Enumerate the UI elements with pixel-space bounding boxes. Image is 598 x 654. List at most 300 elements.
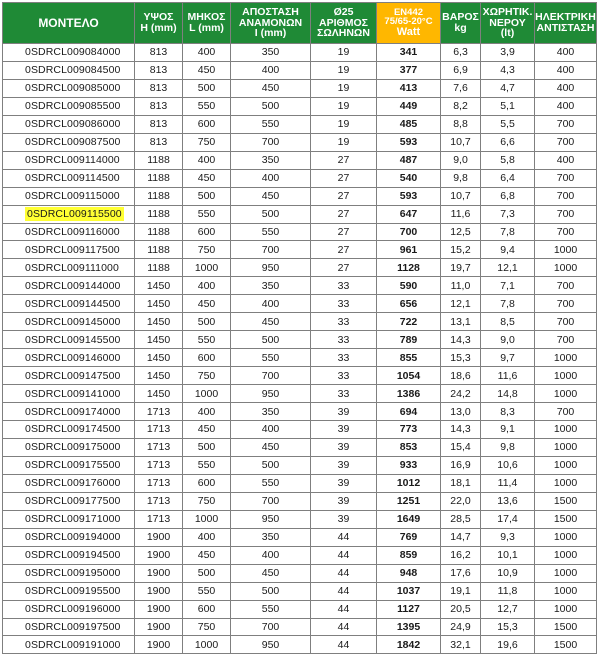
- cell-water: 4,7: [481, 79, 535, 97]
- cell-height: 1450: [135, 277, 183, 295]
- cell-watt: 590: [377, 277, 441, 295]
- cell-length: 500: [183, 313, 231, 331]
- cell-resistance: 1500: [535, 510, 597, 528]
- table-row: [3, 187, 597, 205]
- cell-watt: 694: [377, 403, 441, 421]
- cell-length: 550: [183, 582, 231, 600]
- header-watt-line2: 75/65-20°C: [384, 16, 433, 28]
- header-connection-distance: [231, 3, 311, 44]
- cell-weight: 19,7: [441, 259, 481, 277]
- cell-length: 400: [183, 277, 231, 295]
- cell-water: 9,8: [481, 438, 535, 456]
- cell-length: 400: [183, 44, 231, 62]
- cell-height: 1713: [135, 492, 183, 510]
- header-length-line1: ΜΗΚΟΣ: [187, 11, 226, 24]
- cell-weight: 16,9: [441, 456, 481, 474]
- cell-water: 9,7: [481, 349, 535, 367]
- header-weight-line1: ΒΑΡΟΣ: [442, 11, 479, 24]
- model-code: 0SDRCL009114500: [25, 172, 120, 185]
- cell-model: [3, 385, 135, 403]
- model-code: 0SDRCL009145000: [25, 315, 121, 328]
- table-row: [3, 97, 597, 115]
- cell-weight: 18,6: [441, 367, 481, 385]
- table-row: [3, 492, 597, 510]
- table-row: [3, 223, 597, 241]
- cell-height: 1900: [135, 546, 183, 564]
- cell-tubes: 27: [311, 169, 377, 187]
- header-height: [135, 3, 183, 44]
- cell-model: [3, 546, 135, 564]
- header-water-line1: ΧΩΡΗΤΙΚ.: [482, 5, 533, 18]
- model-code: 0SDRCL009111000: [25, 261, 119, 274]
- model-code: 0SDRCL009196000: [25, 603, 121, 616]
- cell-weight: 17,6: [441, 564, 481, 582]
- table-row: [3, 367, 597, 385]
- cell-model: [3, 331, 135, 349]
- cell-resistance: 1000: [535, 259, 597, 277]
- cell-watt: 1054: [377, 367, 441, 385]
- cell-weight: 14,3: [441, 331, 481, 349]
- cell-water: 19,6: [481, 636, 535, 654]
- cell-weight: 11,0: [441, 277, 481, 295]
- model-code: 0SDRCL009174500: [25, 423, 121, 436]
- cell-resistance: 1000: [535, 349, 597, 367]
- model-code: 0SDRCL009117500: [25, 243, 120, 256]
- cell-height: 1713: [135, 456, 183, 474]
- table-row: [3, 438, 597, 456]
- cell-tubes: 33: [311, 349, 377, 367]
- cell-resistance: 1500: [535, 636, 597, 654]
- cell-watt: 789: [377, 331, 441, 349]
- table-row: [3, 385, 597, 403]
- cell-water: 17,4: [481, 510, 535, 528]
- cell-distance: 550: [231, 115, 311, 133]
- cell-height: 813: [135, 44, 183, 62]
- cell-model: [3, 133, 135, 151]
- cell-resistance: 400: [535, 79, 597, 97]
- cell-distance: 550: [231, 474, 311, 492]
- model-code: 0SDRCL009085500: [25, 100, 121, 113]
- cell-resistance: 700: [535, 223, 597, 241]
- cell-resistance: 700: [535, 133, 597, 151]
- cell-tubes: 27: [311, 241, 377, 259]
- table-body: [3, 44, 597, 654]
- cell-tubes: 39: [311, 438, 377, 456]
- cell-tubes: 33: [311, 385, 377, 403]
- cell-length: 550: [183, 205, 231, 223]
- cell-watt: 1842: [377, 636, 441, 654]
- cell-resistance: 400: [535, 97, 597, 115]
- cell-model: [3, 223, 135, 241]
- cell-watt: 1127: [377, 600, 441, 618]
- cell-watt: 1037: [377, 582, 441, 600]
- cell-model: [3, 259, 135, 277]
- cell-water: 10,1: [481, 546, 535, 564]
- model-code: 0SDRCL009195500: [25, 585, 121, 598]
- cell-weight: 12,1: [441, 295, 481, 313]
- cell-water: 9,3: [481, 528, 535, 546]
- cell-resistance: 1000: [535, 241, 597, 259]
- cell-water: 10,6: [481, 456, 535, 474]
- cell-watt: 656: [377, 295, 441, 313]
- cell-model: [3, 600, 135, 618]
- model-code: 0SDRCL009087500: [25, 136, 121, 149]
- cell-water: 12,1: [481, 259, 535, 277]
- cell-resistance: 700: [535, 169, 597, 187]
- header-row: [3, 3, 597, 44]
- cell-model: [3, 205, 135, 223]
- cell-resistance: 700: [535, 331, 597, 349]
- cell-length: 500: [183, 187, 231, 205]
- cell-watt: 948: [377, 564, 441, 582]
- cell-tubes: 19: [311, 61, 377, 79]
- cell-water: 7,3: [481, 205, 535, 223]
- model-code: 0SDRCL009116000: [25, 226, 120, 238]
- cell-distance: 700: [231, 492, 311, 510]
- cell-distance: 350: [231, 403, 311, 421]
- cell-weight: 10,7: [441, 187, 481, 205]
- cell-resistance: 400: [535, 44, 597, 62]
- cell-weight: 14,3: [441, 421, 481, 439]
- cell-model: [3, 79, 135, 97]
- cell-length: 1000: [183, 385, 231, 403]
- cell-height: 1188: [135, 169, 183, 187]
- cell-tubes: 44: [311, 582, 377, 600]
- cell-water: 11,8: [481, 582, 535, 600]
- cell-resistance: 700: [535, 403, 597, 421]
- cell-distance: 500: [231, 331, 311, 349]
- cell-distance: 400: [231, 546, 311, 564]
- cell-length: 600: [183, 223, 231, 241]
- cell-weight: 32,1: [441, 636, 481, 654]
- header-distance-line1: ΑΠΟΣΤΑΣΗ: [242, 5, 299, 18]
- cell-distance: 400: [231, 295, 311, 313]
- cell-distance: 350: [231, 151, 311, 169]
- cell-water: 9,0: [481, 331, 535, 349]
- header-electric-resistance: [535, 3, 597, 44]
- cell-model: [3, 241, 135, 259]
- cell-tubes: 44: [311, 564, 377, 582]
- cell-watt: 722: [377, 313, 441, 331]
- cell-resistance: 1000: [535, 474, 597, 492]
- cell-height: 1713: [135, 510, 183, 528]
- table-row: [3, 582, 597, 600]
- cell-resistance: 700: [535, 205, 597, 223]
- cell-weight: 8,2: [441, 97, 481, 115]
- cell-length: 450: [183, 546, 231, 564]
- cell-distance: 500: [231, 582, 311, 600]
- cell-height: 1900: [135, 528, 183, 546]
- cell-water: 9,1: [481, 421, 535, 439]
- model-code: 0SDRCL009115000: [25, 190, 120, 203]
- cell-resistance: 700: [535, 115, 597, 133]
- cell-tubes: 39: [311, 492, 377, 510]
- model-code: 0SDRCL009194000: [25, 531, 121, 544]
- table-row: [3, 133, 597, 151]
- cell-resistance: 1000: [535, 546, 597, 564]
- cell-tubes: 19: [311, 79, 377, 97]
- header-tubes-line1: Ø25: [333, 5, 354, 18]
- cell-resistance: 700: [535, 277, 597, 295]
- cell-model: [3, 438, 135, 456]
- cell-height: 813: [135, 115, 183, 133]
- header-model-text: ΜΟΝΤΕΛΟ: [38, 15, 99, 30]
- spec-table-container: [2, 2, 596, 654]
- cell-height: 813: [135, 61, 183, 79]
- table-row: [3, 349, 597, 367]
- cell-model: [3, 421, 135, 439]
- cell-weight: 20,5: [441, 600, 481, 618]
- cell-length: 600: [183, 115, 231, 133]
- cell-distance: 700: [231, 618, 311, 636]
- model-code: 0SDRCL009144500: [25, 297, 121, 310]
- cell-distance: 700: [231, 367, 311, 385]
- cell-model: [3, 492, 135, 510]
- cell-watt: 1012: [377, 474, 441, 492]
- cell-height: 1713: [135, 421, 183, 439]
- cell-water: 12,7: [481, 600, 535, 618]
- cell-water: 11,6: [481, 367, 535, 385]
- cell-model: [3, 510, 135, 528]
- cell-watt: 853: [377, 438, 441, 456]
- header-weight-line2: kg: [454, 22, 467, 34]
- cell-weight: 24,9: [441, 618, 481, 636]
- cell-watt: 961: [377, 241, 441, 259]
- model-code: 0SDRCL009084000: [25, 46, 121, 59]
- cell-model: [3, 456, 135, 474]
- cell-distance: 400: [231, 169, 311, 187]
- header-weight: [441, 3, 481, 44]
- cell-model: [3, 187, 135, 205]
- model-code: 0SDRCL009141000: [25, 387, 121, 400]
- cell-length: 450: [183, 295, 231, 313]
- cell-tubes: 39: [311, 403, 377, 421]
- model-code: 0SDRCL009147500: [25, 369, 121, 382]
- table-row: [3, 313, 597, 331]
- model-code: 0SDRCL009114000: [25, 154, 120, 167]
- cell-weight: 19,1: [441, 582, 481, 600]
- cell-resistance: 1500: [535, 492, 597, 510]
- cell-water: 7,1: [481, 277, 535, 295]
- cell-resistance: 1500: [535, 618, 597, 636]
- cell-distance: 400: [231, 421, 311, 439]
- header-tubes-line2: ΑΡΙΘΜΟΣ: [319, 16, 368, 29]
- cell-weight: 22,0: [441, 492, 481, 510]
- cell-distance: 950: [231, 510, 311, 528]
- header-distance-line2: ΑΝΑΜΟΝΩΝ: [238, 16, 303, 29]
- cell-water: 4,3: [481, 61, 535, 79]
- cell-length: 450: [183, 421, 231, 439]
- header-resistance-line2: ΑΝΤΙΣΤΑΣΗ: [536, 22, 595, 34]
- cell-height: 1900: [135, 564, 183, 582]
- cell-water: 9,4: [481, 241, 535, 259]
- cell-height: 813: [135, 97, 183, 115]
- header-watt: [377, 3, 441, 44]
- cell-height: 1450: [135, 331, 183, 349]
- cell-resistance: 1000: [535, 456, 597, 474]
- cell-distance: 350: [231, 528, 311, 546]
- model-code: 0SDRCL009145500: [25, 333, 121, 346]
- cell-water: 5,8: [481, 151, 535, 169]
- cell-water: 14,8: [481, 385, 535, 403]
- cell-water: 8,3: [481, 403, 535, 421]
- cell-height: 1450: [135, 313, 183, 331]
- table-row: [3, 205, 597, 223]
- cell-length: 1000: [183, 510, 231, 528]
- cell-distance: 950: [231, 636, 311, 654]
- table-row: [3, 295, 597, 313]
- cell-length: 750: [183, 241, 231, 259]
- cell-water: 7,8: [481, 223, 535, 241]
- cell-tubes: 27: [311, 187, 377, 205]
- cell-weight: 15,3: [441, 349, 481, 367]
- cell-model: [3, 61, 135, 79]
- cell-distance: 450: [231, 438, 311, 456]
- cell-model: [3, 474, 135, 492]
- cell-model: [3, 582, 135, 600]
- cell-resistance: 1000: [535, 600, 597, 618]
- cell-distance: 950: [231, 385, 311, 403]
- table-row: [3, 259, 597, 277]
- cell-water: 11,4: [481, 474, 535, 492]
- model-code: 0SDRCL009195000: [25, 567, 121, 580]
- cell-weight: 6,9: [441, 61, 481, 79]
- table-row: [3, 456, 597, 474]
- table-row: [3, 169, 597, 187]
- cell-height: 1713: [135, 438, 183, 456]
- cell-weight: 10,7: [441, 133, 481, 151]
- cell-tubes: 44: [311, 600, 377, 618]
- cell-tubes: 44: [311, 546, 377, 564]
- cell-water: 6,4: [481, 169, 535, 187]
- cell-weight: 12,5: [441, 223, 481, 241]
- cell-distance: 500: [231, 205, 311, 223]
- cell-length: 750: [183, 133, 231, 151]
- cell-length: 1000: [183, 259, 231, 277]
- model-code: 0SDRCL009171000: [25, 513, 121, 526]
- model-code: 0SDRCL009175000: [25, 441, 121, 454]
- cell-model: [3, 403, 135, 421]
- header-length: [183, 3, 231, 44]
- cell-tubes: 19: [311, 97, 377, 115]
- model-code: 0SDRCL009115500: [27, 208, 122, 221]
- cell-model: [3, 349, 135, 367]
- table-row: [3, 510, 597, 528]
- cell-tubes: 27: [311, 151, 377, 169]
- table-row: [3, 600, 597, 618]
- cell-tubes: 27: [311, 259, 377, 277]
- cell-tubes: 33: [311, 313, 377, 331]
- cell-watt: 1251: [377, 492, 441, 510]
- cell-watt: 769: [377, 528, 441, 546]
- model-code: 0SDRCL009177500: [25, 495, 121, 508]
- cell-model: [3, 97, 135, 115]
- cell-distance: 350: [231, 277, 311, 295]
- cell-distance: 450: [231, 79, 311, 97]
- cell-length: 750: [183, 367, 231, 385]
- model-code: 0SDRCL009146000: [25, 351, 121, 364]
- cell-height: 1450: [135, 349, 183, 367]
- cell-watt: 593: [377, 133, 441, 151]
- cell-height: 1188: [135, 241, 183, 259]
- cell-tubes: 19: [311, 133, 377, 151]
- cell-water: 10,9: [481, 564, 535, 582]
- cell-water: 5,5: [481, 115, 535, 133]
- cell-watt: 933: [377, 456, 441, 474]
- cell-length: 550: [183, 331, 231, 349]
- cell-resistance: 1000: [535, 564, 597, 582]
- cell-height: 813: [135, 79, 183, 97]
- cell-tubes: 44: [311, 636, 377, 654]
- table-row: [3, 403, 597, 421]
- header-model: [3, 3, 135, 44]
- cell-water: 7,8: [481, 295, 535, 313]
- cell-watt: 859: [377, 546, 441, 564]
- table-row: [3, 44, 597, 62]
- cell-weight: 9,8: [441, 169, 481, 187]
- cell-resistance: 1000: [535, 438, 597, 456]
- cell-watt: 593: [377, 187, 441, 205]
- cell-length: 400: [183, 151, 231, 169]
- cell-resistance: 1000: [535, 582, 597, 600]
- cell-distance: 550: [231, 349, 311, 367]
- cell-distance: 450: [231, 313, 311, 331]
- cell-tubes: 44: [311, 618, 377, 636]
- table-row: [3, 421, 597, 439]
- cell-distance: 350: [231, 44, 311, 62]
- cell-weight: 13,1: [441, 313, 481, 331]
- cell-distance: 500: [231, 97, 311, 115]
- cell-model: [3, 295, 135, 313]
- cell-model: [3, 169, 135, 187]
- cell-distance: 450: [231, 564, 311, 582]
- cell-resistance: 700: [535, 295, 597, 313]
- cell-model: [3, 367, 135, 385]
- cell-model: [3, 528, 135, 546]
- cell-weight: 11,6: [441, 205, 481, 223]
- cell-model: [3, 636, 135, 654]
- cell-tubes: 33: [311, 367, 377, 385]
- cell-height: 1188: [135, 205, 183, 223]
- table-row: [3, 546, 597, 564]
- cell-length: 750: [183, 618, 231, 636]
- cell-weight: 28,5: [441, 510, 481, 528]
- header-resistance-line1: ΗΛΕΚΤΡΙΚΗ: [535, 11, 596, 24]
- table-row: [3, 618, 597, 636]
- cell-water: 3,9: [481, 44, 535, 62]
- cell-length: 600: [183, 600, 231, 618]
- cell-watt: 647: [377, 205, 441, 223]
- cell-model: [3, 313, 135, 331]
- table-row: [3, 115, 597, 133]
- cell-resistance: 1000: [535, 367, 597, 385]
- table-row: [3, 61, 597, 79]
- model-code: 0SDRCL009086000: [25, 118, 121, 131]
- cell-watt: 449: [377, 97, 441, 115]
- cell-height: 1188: [135, 151, 183, 169]
- cell-tubes: 39: [311, 474, 377, 492]
- cell-watt: 413: [377, 79, 441, 97]
- cell-length: 600: [183, 349, 231, 367]
- cell-model: [3, 277, 135, 295]
- cell-distance: 700: [231, 241, 311, 259]
- cell-weight: 9,0: [441, 151, 481, 169]
- cell-tubes: 44: [311, 528, 377, 546]
- cell-weight: 15,4: [441, 438, 481, 456]
- model-code: 0SDRCL009197500: [25, 620, 121, 633]
- cell-model: [3, 115, 135, 133]
- cell-length: 600: [183, 474, 231, 492]
